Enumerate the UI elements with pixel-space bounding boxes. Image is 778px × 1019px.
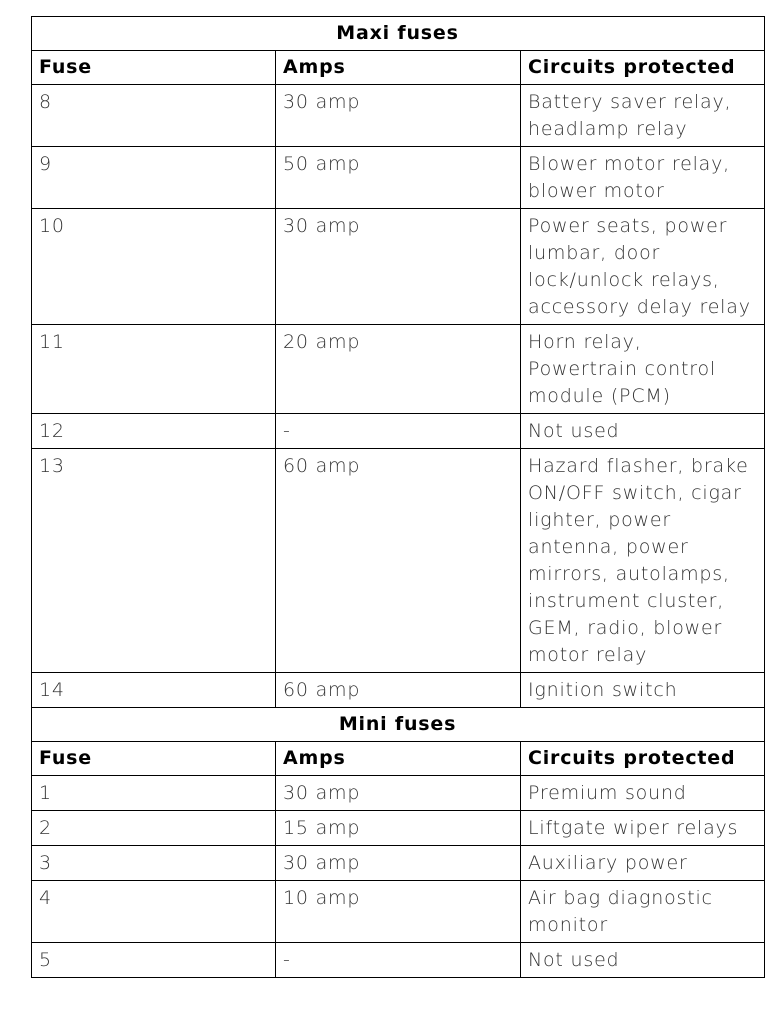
table-row [32, 776, 765, 811]
cell-circuits: Auxiliary power [521, 846, 765, 881]
cell-fuse: 9 [32, 147, 276, 209]
cell-fuse: 2 [32, 811, 276, 846]
cell-amps: 30 amp [276, 846, 521, 881]
cell-fuse: 1 [32, 776, 276, 811]
header-amps: Amps [276, 742, 521, 776]
section-title-row [32, 17, 765, 51]
table-row [32, 811, 765, 846]
cell-circuits: Premium sound [521, 776, 765, 811]
cell-amps: - [276, 943, 521, 978]
header-circuits: Circuits protected [521, 742, 765, 776]
cell-amps: - [276, 414, 521, 449]
header-circuits: Circuits protected [521, 51, 765, 85]
fuse-table-body [32, 17, 765, 978]
header-fuse: Fuse [32, 51, 276, 85]
cell-fuse: 14 [32, 673, 276, 708]
table-row [32, 325, 765, 414]
cell-amps: 30 amp [276, 85, 521, 147]
cell-amps: 60 amp [276, 673, 521, 708]
fuse-table [31, 16, 765, 978]
column-header-row [32, 742, 765, 776]
cell-fuse: 13 [32, 449, 276, 673]
cell-amps: 30 amp [276, 776, 521, 811]
table-row [32, 147, 765, 209]
cell-amps: 20 amp [276, 325, 521, 414]
header-fuse: Fuse [32, 742, 276, 776]
table-row [32, 85, 765, 147]
cell-fuse: 8 [32, 85, 276, 147]
cell-fuse: 3 [32, 846, 276, 881]
cell-circuits: Hazard flasher, brake ON/OFF switch, cigar lighter, power antenna, power mirrors, autolamps, instrument cluster, GEM, radio, blower motor relay [521, 449, 765, 673]
table-row [32, 881, 765, 943]
section-title: Maxi fuses [32, 17, 765, 51]
cell-amps: 50 amp [276, 147, 521, 209]
table-row [32, 449, 765, 673]
cell-amps: 60 amp [276, 449, 521, 673]
cell-fuse: 5 [32, 943, 276, 978]
cell-circuits: Battery saver relay, headlamp relay [521, 85, 765, 147]
cell-fuse: 10 [32, 209, 276, 325]
cell-amps: 15 amp [276, 811, 521, 846]
cell-circuits: Power seats, power lumbar, door lock/unlock relays, accessory delay relay [521, 209, 765, 325]
table-row [32, 943, 765, 978]
header-amps: Amps [276, 51, 521, 85]
table-row [32, 414, 765, 449]
cell-circuits: Air bag diagnostic monitor [521, 881, 765, 943]
column-header-row [32, 51, 765, 85]
cell-circuits: Ignition switch [521, 673, 765, 708]
cell-amps: 30 amp [276, 209, 521, 325]
cell-fuse: 12 [32, 414, 276, 449]
cell-amps: 10 amp [276, 881, 521, 943]
cell-circuits: Blower motor relay, blower motor [521, 147, 765, 209]
table-row [32, 209, 765, 325]
cell-circuits: Liftgate wiper relays [521, 811, 765, 846]
cell-circuits: Horn relay, Powertrain control module (PCM) [521, 325, 765, 414]
table-row [32, 673, 765, 708]
section-title: Mini fuses [32, 708, 765, 742]
cell-fuse: 4 [32, 881, 276, 943]
section-title-row [32, 708, 765, 742]
cell-fuse: 11 [32, 325, 276, 414]
cell-circuits: Not used [521, 943, 765, 978]
cell-circuits: Not used [521, 414, 765, 449]
table-row [32, 846, 765, 881]
